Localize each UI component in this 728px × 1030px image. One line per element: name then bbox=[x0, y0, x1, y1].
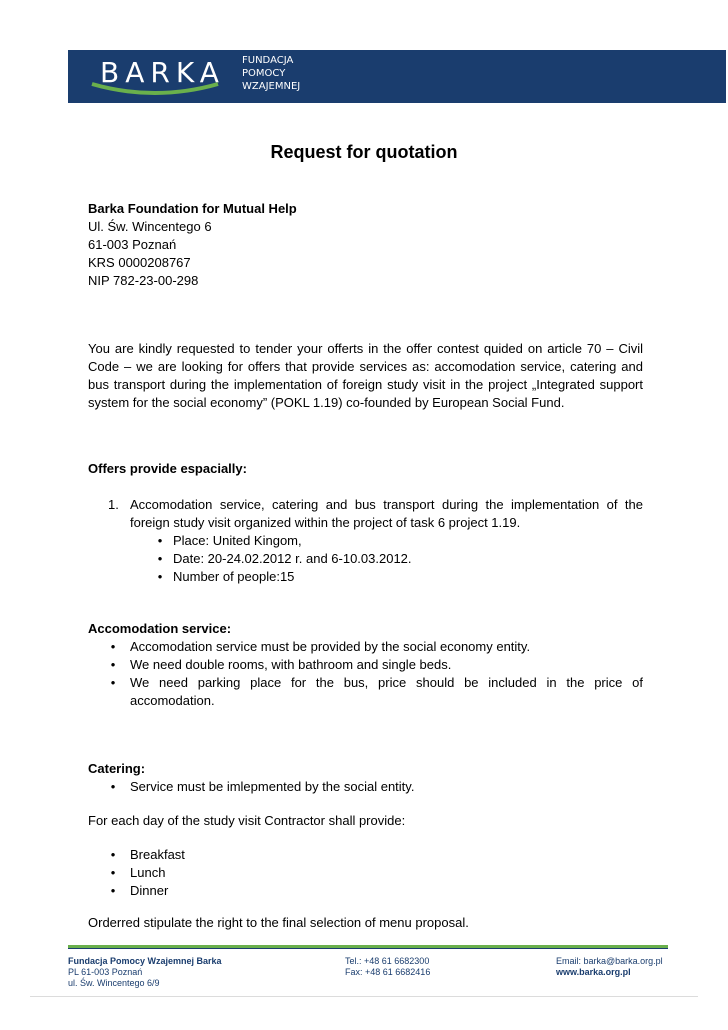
list-item: • Breakfast bbox=[88, 846, 643, 864]
list-item: • Service must be imlepmented by the social entity. bbox=[88, 778, 643, 796]
street: Ul. Św. Wincentego 6 bbox=[88, 219, 212, 234]
krs: KRS 0000208767 bbox=[88, 255, 191, 270]
city: 61-003 Poznań bbox=[88, 237, 177, 252]
page-bottom-rule bbox=[30, 996, 698, 997]
bullet-icon: • bbox=[110, 657, 116, 672]
each-day-text: For each day of the study visit Contractor shall provide: bbox=[88, 813, 406, 828]
bullet-icon: • bbox=[110, 675, 116, 690]
bullet-icon: • bbox=[110, 883, 116, 898]
footer-address: Fundacja Pomocy Wzajemnej Barka PL 61-003 Poznań ul. Św. Wincentego 6/9 bbox=[68, 956, 222, 988]
list-item: • Dinner bbox=[88, 882, 643, 900]
bullet-icon: • bbox=[157, 551, 163, 566]
catering-heading: Catering: bbox=[88, 761, 146, 776]
bullet-icon: • bbox=[110, 847, 116, 862]
offers-list bbox=[88, 496, 643, 586]
footer-contact: Email: barka@barka.org.pl www.barka.org.pl bbox=[556, 956, 663, 977]
logo-subtitle: FUNDACJA POMOCY WZAJEMNEJ bbox=[242, 55, 301, 92]
list-item: • We need double rooms, with bathroom and single beds. bbox=[88, 656, 643, 674]
final-note: Orderred stipulate the right to the final selection of menu proposal. bbox=[88, 915, 469, 930]
bullet-icon: • bbox=[110, 639, 116, 654]
address-block bbox=[88, 200, 643, 290]
list-item: 1. Accomodation service, catering and bus transport during the implementation of the foreign study visit organized within the project of task 6 project 1.19. bbox=[108, 497, 643, 530]
list-item: • Number of people:15 bbox=[88, 568, 643, 586]
page-title: Request for quotation bbox=[270, 142, 458, 162]
list-item: • Place: United Kingom, bbox=[88, 532, 643, 550]
offers-heading: Offers provide espacially: bbox=[88, 461, 247, 476]
footer-phone: Tel.: +48 61 6682300 Fax: +48 61 6682416 bbox=[345, 956, 431, 977]
catering-section bbox=[88, 760, 643, 796]
list-item: • Lunch bbox=[88, 864, 643, 882]
intro-paragraph: You are kindly requested to tender your offerts in the offer contest quided on article 70 – Civil Code – we are looking for offers that provide services as: accomodation service, catering and bus transport during the implementation of foreign study visit in the project „Integrated support system for the social economy” (POKL 1.19) co-founded by European Social Fund. bbox=[88, 341, 643, 410]
meals-list bbox=[88, 846, 643, 900]
nip: NIP 782-23-00-298 bbox=[88, 273, 199, 288]
bullet-icon: • bbox=[157, 533, 163, 548]
list-item: • Accomodation service must be provided by the social economy entity. bbox=[88, 638, 643, 656]
bullet-icon: • bbox=[110, 865, 116, 880]
bullet-icon: • bbox=[157, 569, 163, 584]
list-item: • Date: 20-24.02.2012 r. and 6-10.03.2012. bbox=[88, 550, 643, 568]
barka-logo: BARKA bbox=[100, 56, 225, 89]
footer-divider-blue bbox=[68, 948, 668, 949]
accommodation-heading: Accomodation service: bbox=[88, 621, 232, 636]
list-item: • We need parking place for the bus, price should be included in the price of accomodation. bbox=[88, 674, 643, 710]
accommodation-section bbox=[88, 620, 643, 710]
logo-swoosh-icon bbox=[90, 80, 220, 100]
bullet-icon: • bbox=[110, 779, 116, 794]
org-name: Barka Foundation for Mutual Help bbox=[88, 201, 297, 216]
